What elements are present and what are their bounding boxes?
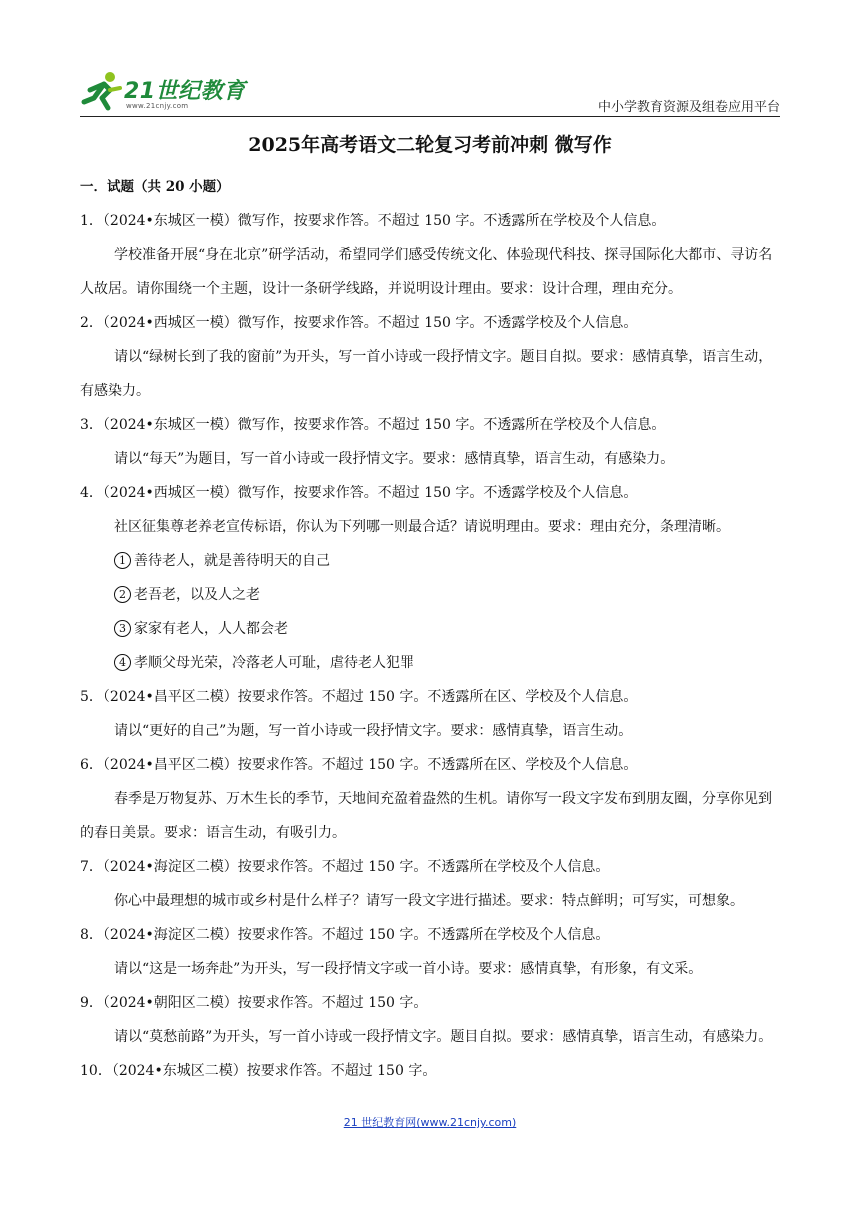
question-body: 请以“更好的自己”为题，写一首小诗或一段抒情文字。要求：感情真挚，语言生动。 — [114, 723, 633, 739]
option-number: 4 — [114, 654, 131, 671]
page-title: 2025年高考语文二轮复习考前冲刺 微写作 — [248, 134, 612, 156]
question-body: 请以“这是一场奔赴”为开头，写一段抒情文字或一首小诗。要求：感情真挚，有形象，有文采。 — [114, 961, 703, 977]
question-body: 学校准备开展“身在北京”研学活动，希望同学们感受传统文化、体验现代科技、探寻国际化大都市、寻访名人故居。请你围绕一个主题，设计一条研学线路，并说明设计理由。要求：设计合理，理由充分。 — [80, 247, 773, 297]
question-body: 社区征集尊老养老宣传标语，你认为下列哪一则最合适？请说明理由。要求：理由充分，条理清晰。 — [114, 519, 730, 535]
option-text: 家家有老人，人人都会老 — [134, 621, 288, 637]
question-stem: 7．（2024•海淀区二模）按要求作答。不超过 150 字。不透露所在学校及个人信息。 — [80, 859, 610, 875]
footer-link[interactable]: 21 世纪教育网(www.21cnjy.com) — [343, 1116, 517, 1129]
platform-name: 中小学教育资源及组卷应用平台 — [597, 100, 780, 115]
logo — [80, 68, 250, 116]
option-text: 孝顺父母光荣，冷落老人可耻，虐待老人犯罪 — [134, 655, 414, 671]
option-text: 善待老人，就是善待明天的自己 — [134, 553, 330, 569]
option-item — [80, 612, 782, 646]
option-item — [80, 646, 782, 680]
option-number: 3 — [114, 620, 131, 637]
logo-url: www.21cnjy.com — [126, 102, 189, 110]
question-stem: 1．（2024•东城区一模）微写作，按要求作答。不超过 150 字。不透露所在学校及个人信息。 — [80, 213, 666, 229]
option-number: 1 — [114, 552, 131, 569]
logo-text: 21世纪教育 — [124, 79, 246, 104]
question-body: 你心中最理想的城市或乡村是什么样子？请写一段文字进行描述。要求：特点鲜明；可写实，可想象。 — [114, 893, 744, 909]
question-stem: 3．（2024•东城区一模）微写作，按要求作答。不超过 150 字。不透露所在学校及个人信息。 — [80, 417, 666, 433]
header-divider — [80, 116, 780, 117]
question-stem: 2．（2024•西城区一模）微写作，按要求作答。不超过 150 字。不透露学校及个人信息。 — [80, 315, 638, 331]
section-heading: 一．试题（共 20 小题） — [80, 179, 230, 195]
option-number: 2 — [114, 586, 131, 603]
option-item — [80, 578, 782, 612]
question-stem: 4．（2024•西城区一模）微写作，按要求作答。不超过 150 字。不透露学校及个人信息。 — [80, 485, 638, 501]
question-stem: 10．（2024•东城区二模）按要求作答。不超过 150 字。 — [80, 1063, 437, 1079]
question-body: 请以“每天”为题目，写一首小诗或一段抒情文字。要求：感情真挚，语言生动，有感染力。 — [114, 451, 675, 467]
question-body: 请以“莫愁前路”为开头，写一首小诗或一段抒情文字。题目自拟。要求：感情真挚，语言生动，有感染力。 — [114, 1029, 773, 1045]
question-stem: 8．（2024•海淀区二模）按要求作答。不超过 150 字。不透露所在学校及个人信息。 — [80, 927, 610, 943]
runner-logo-icon — [80, 68, 124, 112]
question-list — [80, 170, 782, 1088]
option-item — [80, 544, 782, 578]
question-body: 春季是万物复苏、万木生长的季节，天地间充盈着盎然的生机。请你写一段文字发布到朋友圈，分享你见到的春日美景。要求：语言生动，有吸引力。 — [80, 791, 772, 841]
question-stem: 9．（2024•朝阳区二模）按要求作答。不超过 150 字。 — [80, 995, 428, 1011]
page-header — [80, 60, 780, 120]
question-body: 请以“绿树长到了我的窗前”为开头，写一首小诗或一段抒情文字。题目自拟。要求：感情真挚，语言生动，有感染力。 — [80, 349, 773, 399]
question-stem: 5．（2024•昌平区二模）按要求作答。不超过 150 字。不透露所在区、学校及个人信息。 — [80, 689, 638, 705]
question-stem: 6．（2024•昌平区二模）按要求作答。不超过 150 字。不透露所在区、学校及个人信息。 — [80, 757, 638, 773]
option-text: 老吾老，以及人之老 — [134, 587, 260, 603]
